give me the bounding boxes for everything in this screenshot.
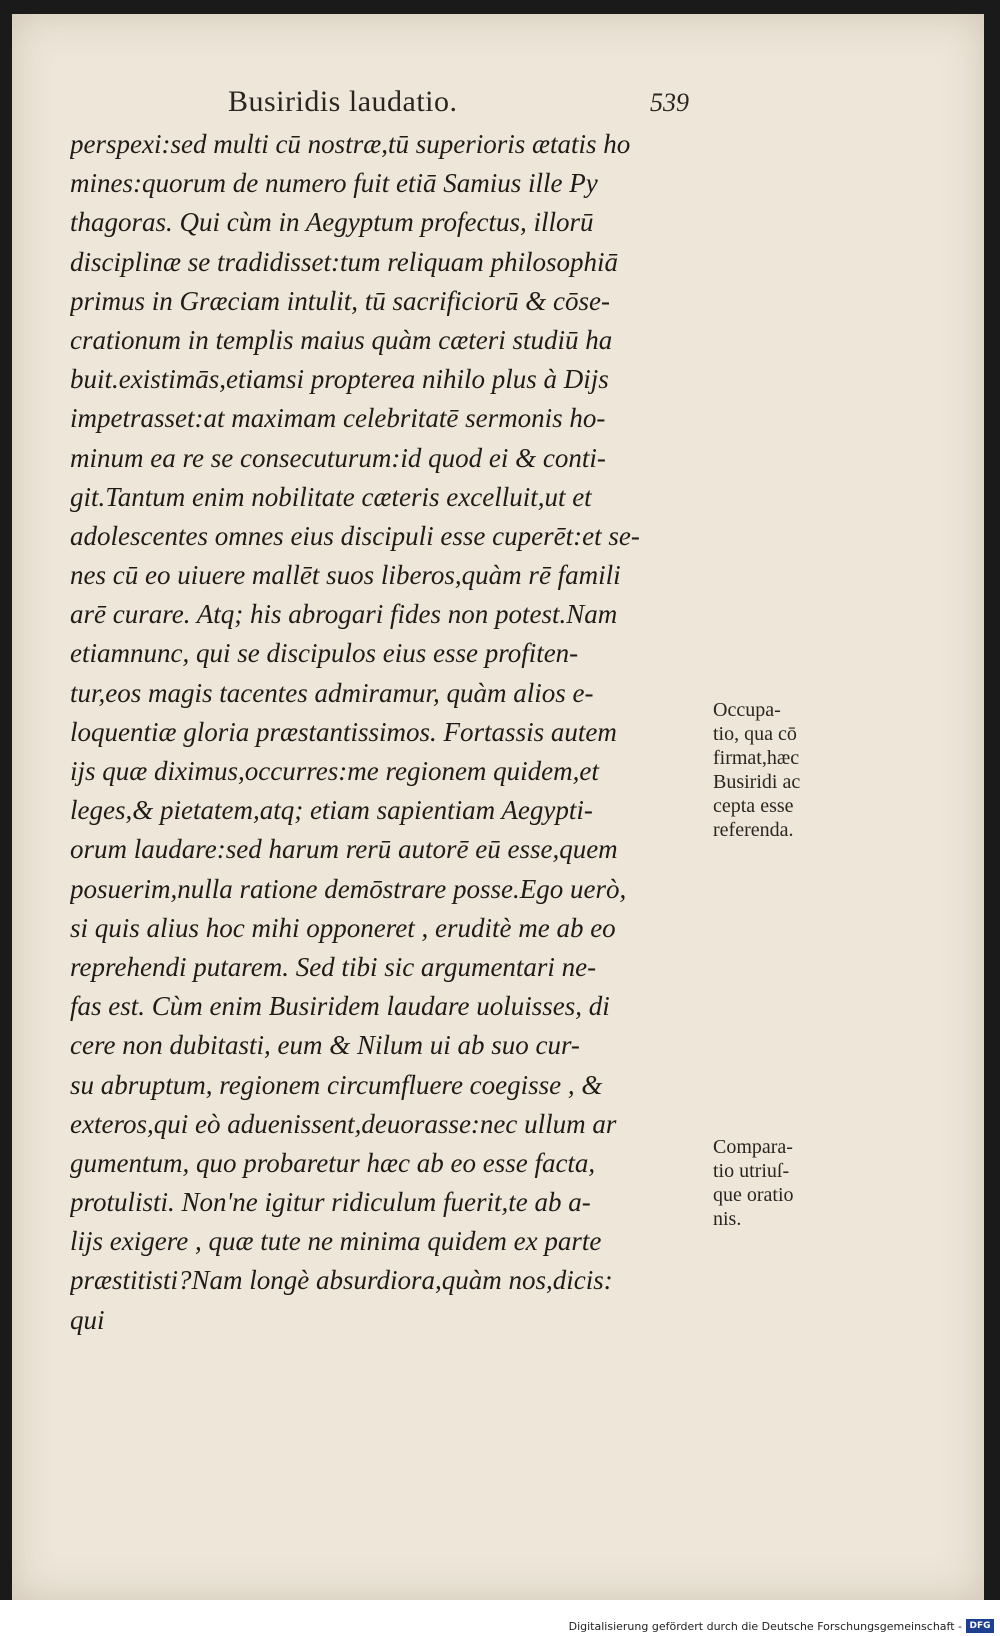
dfg-logo: DFG xyxy=(966,1619,994,1633)
text-line: git.Tantum enim nobilitate cæteris excelluit,ut et xyxy=(70,481,592,512)
funding-credit: Digitalisierung gefördert durch die Deutsche Forschungsgemeinschaft - xyxy=(568,1620,962,1633)
body-text xyxy=(70,125,730,1340)
text-line: minum ea re se consecuturum:id quod ei & conti- xyxy=(70,442,606,473)
marginal-line: Compara- xyxy=(713,1136,793,1158)
marginal-line: firmat,hæc xyxy=(713,747,800,769)
marginal-line: tio, qua cō xyxy=(713,723,797,745)
text-line: leges,& pietatem,atq; etiam sapientiam Aegypti- xyxy=(70,795,593,826)
text-line: su abruptum, regionem circumfluere coegisse , & xyxy=(70,1069,603,1100)
text-line: mines:quorum de numero fuit etiā Samius ille Py xyxy=(70,168,598,199)
text-line: arē curare. Atq; his abrogari fides non potest.Nam xyxy=(70,599,618,630)
marginal-line: referenda. xyxy=(713,819,794,841)
text-line: fas est. Cùm enim Busiridem laudare uoluisses, di xyxy=(70,991,610,1022)
text-line: etiamnunc, qui se discipulos eius esse profiten- xyxy=(70,638,579,669)
text-line: si quis alius hoc mihi opponeret , eruditè me ab eo xyxy=(70,912,616,943)
text-line: qui xyxy=(70,1304,105,1335)
running-head: Busiridis laudatio. xyxy=(228,85,458,118)
marginal-line: cepta esse xyxy=(713,795,794,817)
text-line: lijs exigere , quæ tute ne minima quidem ex parte xyxy=(70,1226,602,1257)
text-line: crationum in templis maius quàm cæteri studiū ha xyxy=(70,324,613,355)
marginal-line: Busiridi ac xyxy=(713,771,801,793)
text-line: impetrasset:at maximam celebritatē sermonis ho- xyxy=(70,403,606,434)
text-line: exteros,qui eò aduenissent,deuorasse:nec ullum ar xyxy=(70,1108,617,1139)
text-line: tur,eos magis tacentes admiramur, quàm alios e- xyxy=(70,677,594,708)
marginal-note-occupatio xyxy=(713,698,800,842)
text-line: perspexi:sed multi cū nostræ,tū superioris ætatis ho xyxy=(70,129,631,159)
text-line: protulisti. Non'ne igitur ridiculum fuerit,te ab a- xyxy=(70,1187,591,1218)
text-line: ijs quæ diximus,occurres:me regionem quidem,et xyxy=(70,756,599,786)
marginal-line: Occupa- xyxy=(713,699,781,721)
text-line: cere non dubitasti, eum & Nilum ui ab suo cur- xyxy=(70,1030,580,1061)
text-line: buit.existimās,etiamsi propterea nihilo plus à Dijs xyxy=(70,364,609,395)
text-line: orum laudare:sed harum rerū autorē eū esse,quem xyxy=(70,834,618,865)
text-line: gumentum, quo probaretur hæc ab eo esse facta, xyxy=(70,1147,596,1178)
text-line: adolescentes omnes eius discipuli esse cuperēt:et se- xyxy=(70,520,640,551)
text-line: posuerim,nulla ratione demōstrare posse.Ego uerò, xyxy=(70,873,627,904)
marginal-note-comparatio xyxy=(713,1135,794,1231)
text-line: loquentiæ gloria præstantissimos. Fortassis autem xyxy=(70,716,617,747)
text-line: reprehendi putarem. Sed tibi sic argumentari ne- xyxy=(70,951,597,982)
marginal-line: nis. xyxy=(713,1208,742,1230)
text-line: primus in Græciam intulit, tū sacrificiorū & cōse- xyxy=(70,285,610,316)
text-line: disciplinæ se tradidisset:tum reliquam philosophiā xyxy=(70,246,619,277)
marginal-line: tio utriuſ- xyxy=(713,1160,790,1182)
marginal-line: que oratio xyxy=(713,1184,794,1206)
text-line: nes cū eo uiuere mallēt suos liberos,quàm rē famili xyxy=(70,560,621,591)
page-number: 539 xyxy=(650,88,689,117)
text-line: thagoras. Qui cùm in Aegyptum profectus, illorū xyxy=(70,207,594,238)
text-line: præstitisti?Nam longè absurdiora,quàm nos,dicis: xyxy=(70,1265,613,1296)
